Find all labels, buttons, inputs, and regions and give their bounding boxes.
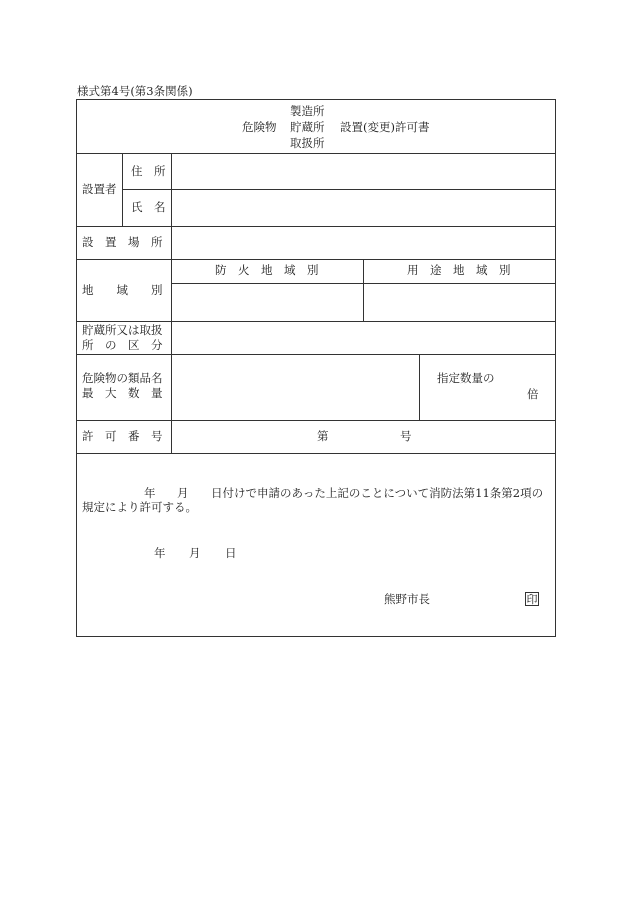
permit-statement-line1: 日付けで申請のあった上記のことについて消防法第11条第2項の xyxy=(211,486,544,500)
fire-zone-header: 防 火 地 域 別 xyxy=(215,263,319,277)
name-field[interactable] xyxy=(172,190,555,226)
facility-class-field[interactable] xyxy=(172,322,555,354)
hazmat-label-line1: 危険物の類品名 xyxy=(82,371,163,385)
title-suffix: 設置(変更)許可書 xyxy=(340,120,430,134)
column-divider xyxy=(419,354,420,420)
permit-number-label: 許 可 番 号 xyxy=(82,429,163,443)
designated-quantity-label: 指定数量の xyxy=(437,371,495,385)
name-label: 氏 名 xyxy=(131,200,166,214)
use-zone-header: 用 途 地 域 別 xyxy=(407,263,511,277)
title-type-handling: 取扱所 xyxy=(290,136,325,150)
column-divider xyxy=(122,153,123,226)
application-month: 月 xyxy=(177,486,189,500)
issue-month: 月 xyxy=(189,546,201,560)
issuer-name: 熊野市長 xyxy=(384,592,430,606)
title-type-manufacturing: 製造所 xyxy=(290,104,325,118)
row-divider xyxy=(76,420,556,421)
address-field[interactable] xyxy=(172,154,555,189)
title-prefix: 危険物 xyxy=(242,120,277,134)
facility-class-label-line2: 所 の 区 分 xyxy=(82,338,163,352)
application-year: 年 xyxy=(144,486,156,500)
issue-year: 年 xyxy=(154,546,166,560)
address-label: 住 所 xyxy=(131,164,166,178)
hazmat-label-line2: 最 大 数 量 xyxy=(82,386,163,400)
permit-statement-line2: 規定により許可する。 xyxy=(82,500,197,514)
installer-label: 設置者 xyxy=(82,182,117,196)
title-type-storage: 貯蔵所 xyxy=(290,120,325,134)
fire-zone-field[interactable] xyxy=(172,284,362,321)
use-zone-field[interactable] xyxy=(364,284,555,321)
facility-class-label-line1: 貯蔵所又は取扱 xyxy=(82,323,163,337)
zone-label: 地 域 別 xyxy=(82,283,163,297)
form-number: 様式第4号(第3条関係) xyxy=(77,84,193,98)
permit-number-suffix: 号 xyxy=(400,429,412,443)
row-divider xyxy=(76,453,556,454)
issue-day: 日 xyxy=(225,546,237,560)
location-field[interactable] xyxy=(172,227,555,259)
row-divider xyxy=(76,259,556,260)
multiple-label: 倍 xyxy=(527,387,539,401)
location-label: 設 置 場 所 xyxy=(82,235,163,249)
hazmat-field[interactable] xyxy=(172,355,418,420)
permit-number-prefix: 第 xyxy=(317,429,329,443)
seal-stamp: 印 xyxy=(526,592,538,606)
